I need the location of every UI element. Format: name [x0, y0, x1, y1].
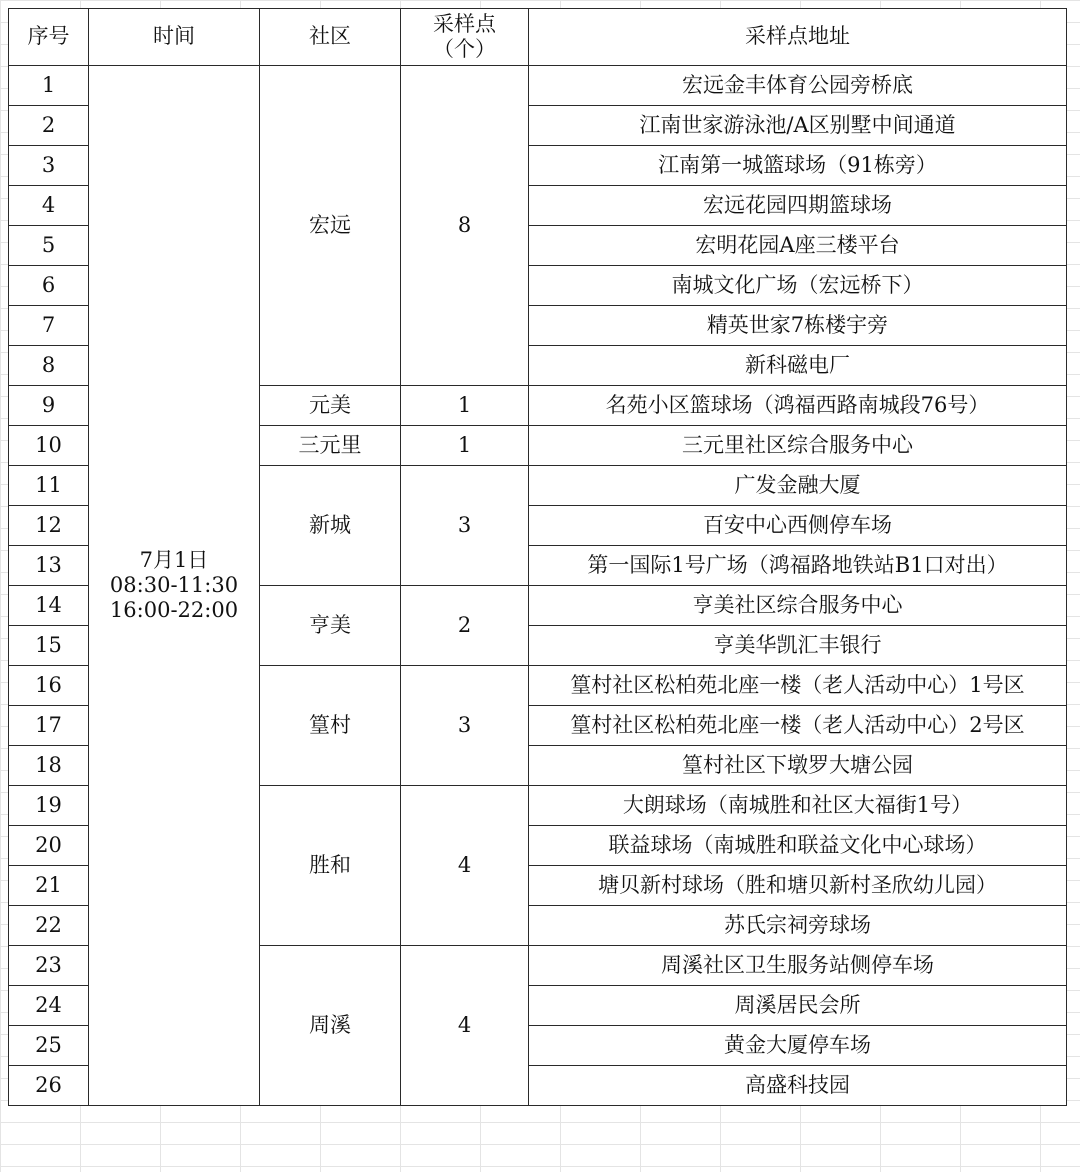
header-points: [401, 9, 529, 66]
address-cell: 高盛科技园: [529, 1066, 1067, 1106]
row-seq-cell: 15: [9, 626, 89, 666]
row-seq-cell: 3: [9, 146, 89, 186]
points-count-cell: 1: [401, 426, 529, 466]
row-seq-cell: 1: [9, 66, 89, 106]
address-cell: 大朗球场（南城胜和社区大福街1号）: [529, 786, 1067, 826]
address-cell: 广发金融大厦: [529, 466, 1067, 506]
time-cell: [89, 66, 260, 1106]
header-community: 社区: [260, 9, 401, 66]
row-seq-cell: 19: [9, 786, 89, 826]
points-count-cell: 2: [401, 586, 529, 666]
points-count-cell: 1: [401, 386, 529, 426]
address-cell: 精英世家7栋楼宇旁: [529, 306, 1067, 346]
row-seq-cell: 18: [9, 746, 89, 786]
time-slot1: 08:30-11:30: [109, 572, 239, 597]
points-count-cell: 4: [401, 786, 529, 946]
header-seq: 序号: [9, 9, 89, 66]
community-cell: 胜和: [260, 786, 401, 946]
address-cell: 周溪居民会所: [529, 986, 1067, 1026]
community-cell: 亨美: [260, 586, 401, 666]
row-seq-cell: 8: [9, 346, 89, 386]
header-row: [9, 9, 1067, 66]
address-cell: 塘贝新村球场（胜和塘贝新村圣欣幼儿园）: [529, 866, 1067, 906]
row-seq-cell: 5: [9, 226, 89, 266]
address-cell: 百安中心西侧停车场: [529, 506, 1067, 546]
address-cell: 名苑小区篮球场（鸿福西路南城段76号）: [529, 386, 1067, 426]
header-points-line2: （个）: [433, 37, 496, 61]
address-cell: 第一国际1号广场（鸿福路地铁站B1口对出）: [529, 546, 1067, 586]
row-seq-cell: 7: [9, 306, 89, 346]
header-points-line1: 采样点: [433, 11, 496, 36]
row-seq-cell: 26: [9, 1066, 89, 1106]
address-cell: 联益球场（南城胜和联益文化中心球场）: [529, 826, 1067, 866]
table-row: [9, 66, 1067, 106]
row-seq-cell: 2: [9, 106, 89, 146]
row-seq-cell: 24: [9, 986, 89, 1026]
address-cell: 南城文化广场（宏远桥下）: [529, 266, 1067, 306]
community-cell: 宏远: [260, 66, 401, 386]
points-count-cell: 8: [401, 66, 529, 386]
row-seq-cell: 20: [9, 826, 89, 866]
address-cell: 江南世家游泳池/A区别墅中间通道: [529, 106, 1067, 146]
header-time: 时间: [89, 9, 260, 66]
row-seq-cell: 10: [9, 426, 89, 466]
address-cell: 宏明花园A座三楼平台: [529, 226, 1067, 266]
address-cell: 篁村社区松柏苑北座一楼（老人活动中心）1号区: [529, 666, 1067, 706]
address-cell: 三元里社区综合服务中心: [529, 426, 1067, 466]
address-cell: 黄金大厦停车场: [529, 1026, 1067, 1066]
row-seq-cell: 21: [9, 866, 89, 906]
points-count-cell: 4: [401, 946, 529, 1106]
community-cell: 新城: [260, 466, 401, 586]
community-cell: 周溪: [260, 946, 401, 1106]
address-cell: 苏氏宗祠旁球场: [529, 906, 1067, 946]
community-cell: 三元里: [260, 426, 401, 466]
community-cell: 篁村: [260, 666, 401, 786]
row-seq-cell: 16: [9, 666, 89, 706]
row-seq-cell: 11: [9, 466, 89, 506]
address-cell: 周溪社区卫生服务站侧停车场: [529, 946, 1067, 986]
row-seq-cell: 25: [9, 1026, 89, 1066]
address-cell: 篁村社区松柏苑北座一楼（老人活动中心）2号区: [529, 706, 1067, 746]
address-cell: 宏远花园四期篮球场: [529, 186, 1067, 226]
address-cell: 亨美华凯汇丰银行: [529, 626, 1067, 666]
row-seq-cell: 14: [9, 586, 89, 626]
time-date: 7月1日: [139, 547, 209, 572]
row-seq-cell: 23: [9, 946, 89, 986]
address-cell: 新科磁电厂: [529, 346, 1067, 386]
points-count-cell: 3: [401, 666, 529, 786]
address-cell: 亨美社区综合服务中心: [529, 586, 1067, 626]
row-seq-cell: 12: [9, 506, 89, 546]
address-cell: 江南第一城篮球场（91栋旁）: [529, 146, 1067, 186]
sampling-sites-table: [8, 8, 1067, 1106]
row-seq-cell: 4: [9, 186, 89, 226]
community-cell: 元美: [260, 386, 401, 426]
row-seq-cell: 9: [9, 386, 89, 426]
row-seq-cell: 6: [9, 266, 89, 306]
address-cell: 篁村社区下墩罗大塘公园: [529, 746, 1067, 786]
time-slot2: 16:00-22:00: [109, 598, 239, 623]
row-seq-cell: 17: [9, 706, 89, 746]
header-address: 采样点地址: [529, 9, 1067, 66]
row-seq-cell: 13: [9, 546, 89, 586]
row-seq-cell: 22: [9, 906, 89, 946]
address-cell: 宏远金丰体育公园旁桥底: [529, 66, 1067, 106]
points-count-cell: 3: [401, 466, 529, 586]
